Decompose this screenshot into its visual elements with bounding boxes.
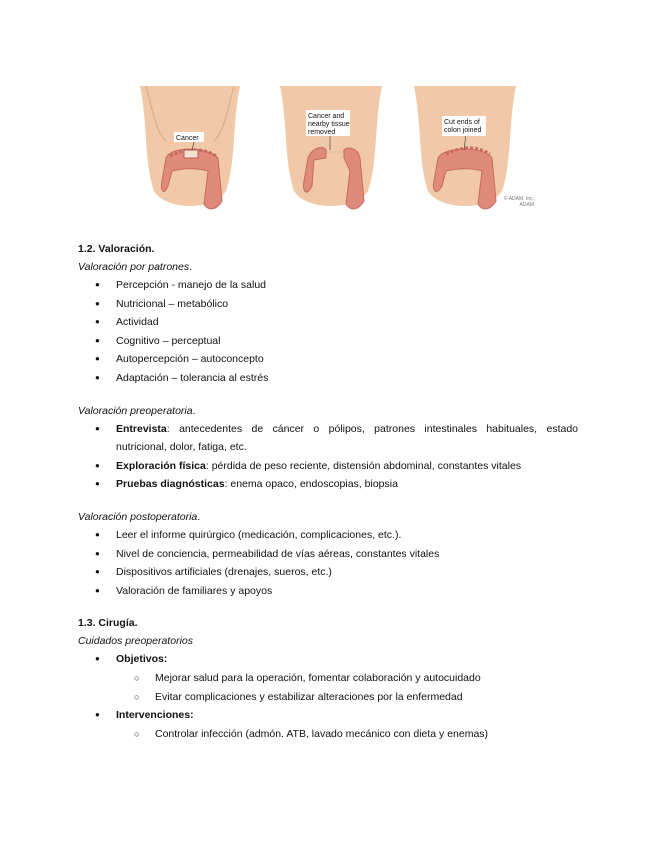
item-label: Exploración física [116,459,206,472]
torso-tissue-removed-panel [268,86,396,216]
sub-list-item: ○ Mejorar salud para la operación, fomentar colaboración y autocuidado [78,669,578,688]
objetivos-label: Objetivos [116,653,164,666]
list-item [78,420,578,457]
intervenciones-label: Intervenciones [116,709,191,722]
copyright-line1: © ADAM, Inc. [503,196,534,202]
list-item: ● Cognitivo – perceptual [78,332,578,351]
list-item: ● Nutricional – metabólico [78,295,578,314]
joined-label-line2: colon joined [444,127,482,134]
preop-list [78,420,578,494]
tissue-label-line1: Cancer and [308,113,345,120]
subheading-postop: Valoración postoperatoria. [78,510,201,523]
item-text: : enema opaco, endoscopias, biopsia [224,478,398,491]
patrones-title: Valoración por patrones [78,261,190,273]
copyright-note [504,196,534,208]
sub-list-item: ○ Controlar infección (admón. ATB, lavado mecánico con dieta y enemas) [78,725,578,744]
preop-title: Valoración preoperatoria [78,404,193,417]
item-label: Pruebas diagnósticas [116,478,225,491]
copyright-line2: ADAM [519,202,534,208]
list-item: ● Nivel de conciencia, permeabilidad de vías aéreas, constantes vitales [78,545,578,564]
list-item [78,475,578,494]
item-text-continued: nutricional, dolor, fatiga, etc. [116,441,247,454]
list-item: ● Percepción - manejo de la salud [78,276,578,295]
list-item: ● Intervenciones: [78,706,578,725]
item-text: : antecedentes de cáncer o pólipos, patrones intestinales habituales, estado [166,422,578,435]
list-item [78,457,578,476]
tissue-label-line2: nearby tissue [308,121,350,128]
item-label: Entrevista [116,422,167,435]
torso-with-cancer-panel [126,86,254,216]
list-item: ● Objetivos: [78,650,578,669]
list-item: ● Valoración de familiares y apoyos [78,582,578,601]
section-heading-valoracion: 1.2. Valoración. [78,243,155,255]
list-item: ● Adaptación – tolerancia al estrés [78,369,578,388]
list-item: ● Leer el informe quirúrgico (medicación, complicaciones, etc.). [78,526,578,545]
tissue-label-line3: removed [308,129,336,136]
sub-list-item: ○ Evitar complicaciones y estabilizar alteraciones por la enfermedad [78,688,578,707]
subheading-preop: Valoración preoperatoria. [78,404,196,417]
subheading-cuidados: Cuidados preoperatorios [78,635,193,648]
colon-surgery-illustration [126,86,536,216]
joined-label-line1: Cut ends of [444,119,480,126]
section-heading-cirugia: 1.3. Cirugía. [78,617,138,630]
document-body [78,240,578,743]
postop-list [78,526,578,600]
item-text: : pérdida de peso reciente, distensión abdominal, constantes vitales [205,459,522,472]
list-item: ● Autopercepción – autoconcepto [78,350,578,369]
cancer-label: Cancer [176,135,199,142]
cuidados-list [78,650,578,743]
patrones-list [78,276,578,388]
list-item: ● Actividad [78,313,578,332]
list-item: ● Dispositivos artificiales (drenajes, sueros, etc.) [78,563,578,582]
postop-title: Valoración postoperatoria [78,510,198,523]
subheading-patrones: Valoración por patrones. [78,261,193,273]
